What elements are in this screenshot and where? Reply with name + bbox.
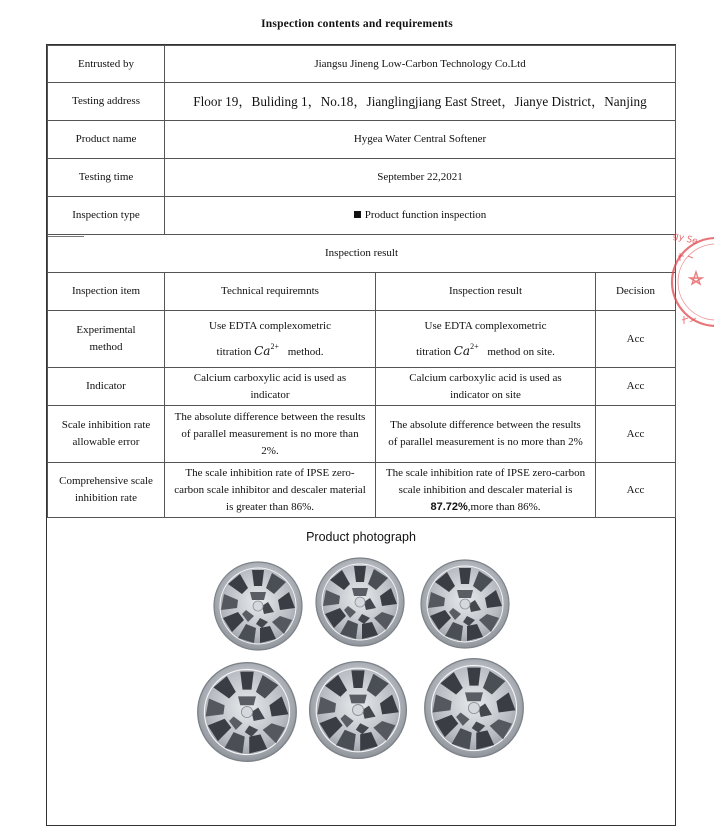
product-disc — [421, 560, 509, 648]
result-cell — [376, 311, 596, 368]
testing-time-value: September 22,2021 — [165, 159, 676, 197]
requirement-line2 — [168, 338, 372, 361]
product-disc — [214, 562, 302, 650]
requirement-post: method. — [287, 345, 324, 358]
result-line1: Use EDTA complexometric — [424, 319, 547, 332]
col-header-item: Inspection item — [48, 273, 165, 311]
result-row-indicator — [48, 368, 676, 406]
charge-superscript: 2+ — [470, 341, 479, 351]
requirement-cell — [165, 311, 376, 368]
item-cell: Scale inhibition rate allowable error — [48, 406, 165, 463]
scale-inhibition-value: 87.72% — [430, 500, 468, 513]
testing-address-value: Floor 19，Buliding 1，No.18，Jianglingjiang East Street，Jianye District，Nanjing — [165, 83, 676, 121]
result-row-error — [48, 406, 676, 463]
product-photograph-caption: Product photograph — [306, 530, 416, 544]
result-cell — [376, 463, 596, 518]
col-header-result: Inspection result — [376, 273, 596, 311]
decision-cell: Acc — [596, 311, 676, 368]
calcium-symbol: Ca — [254, 343, 271, 358]
entrusted-by-value: Jiangsu Jineng Low-Carbon Technology Co.Ltd — [165, 46, 676, 83]
result-line2 — [379, 338, 592, 361]
result-row-comprehensive — [48, 463, 676, 518]
info-row-type — [48, 197, 676, 235]
decision-cell: Acc — [596, 463, 676, 518]
inspection-type-text: Product function inspection — [364, 209, 487, 221]
product-photo — [47, 544, 675, 764]
decision-cell: Acc — [596, 368, 676, 406]
decision-cell: Acc — [596, 406, 676, 463]
requirement-pre: titration — [216, 345, 252, 358]
testing-address-label: Testing address — [48, 83, 165, 121]
inspection-table — [47, 45, 676, 518]
requirement-cell: The absolute difference between the results of parallel measurement is no more than 2%. — [165, 406, 376, 463]
product-photo-image — [47, 544, 673, 774]
col-header-requirements: Technical requiremnts — [165, 273, 376, 311]
margin-mark — [48, 236, 84, 237]
result-suffix: ,more than 86%. — [467, 500, 541, 513]
product-disc — [316, 558, 404, 646]
info-row-time — [48, 159, 676, 197]
inspection-type-label: Inspection type — [48, 197, 165, 235]
product-name-value: Hygea Water Central Softener — [165, 121, 676, 159]
result-post: method on site. — [487, 345, 555, 358]
col-header-decision: Decision — [596, 273, 676, 311]
info-row-product — [48, 121, 676, 159]
info-row-entrusted — [48, 46, 676, 83]
svg-text:gy Se: gy Se — [671, 231, 699, 248]
entrusted-by-label: Entrusted by — [48, 46, 165, 83]
product-disc — [310, 662, 407, 759]
requirement-cell: Calcium carboxylic acid is used as indicator — [165, 368, 376, 406]
result-section-row — [48, 235, 676, 273]
document-title: Inspection contents and requirements — [261, 18, 453, 30]
inspection-result-heading: Inspection result — [48, 235, 676, 273]
item-cell: Indicator — [48, 368, 165, 406]
item-cell: Experimental method — [48, 311, 165, 368]
info-row-address — [48, 83, 676, 121]
requirement-line1: Use EDTA complexometric — [209, 319, 331, 332]
inspection-sheet — [46, 44, 676, 826]
item-cell: Comprehensive scale inhibition rate — [48, 463, 165, 518]
result-row-method — [48, 311, 676, 368]
requirement-cell: The scale inhibition rate of IPSE zero-carbon scale inhibitor and descaler material is greater than 86%. — [165, 463, 376, 518]
product-disc — [425, 659, 524, 758]
checkbox-filled-icon — [354, 211, 361, 218]
testing-time-label: Testing time — [48, 159, 165, 197]
result-cell: Calcium carboxylic acid is used as indicator on site — [376, 368, 596, 406]
product-name-label: Product name — [48, 121, 165, 159]
result-text: The scale inhibition rate of IPSE zero-carbon scale inhibition and descaler material is — [385, 466, 586, 496]
result-pre: titration — [416, 345, 451, 358]
calcium-symbol: Ca — [453, 343, 471, 358]
result-cell: The absolute difference between the results of parallel measurement is no more than 2% — [376, 406, 596, 463]
product-disc — [198, 663, 297, 762]
result-header-row — [48, 273, 676, 311]
inspection-type-value — [165, 197, 676, 235]
charge-superscript: 2+ — [270, 341, 279, 351]
